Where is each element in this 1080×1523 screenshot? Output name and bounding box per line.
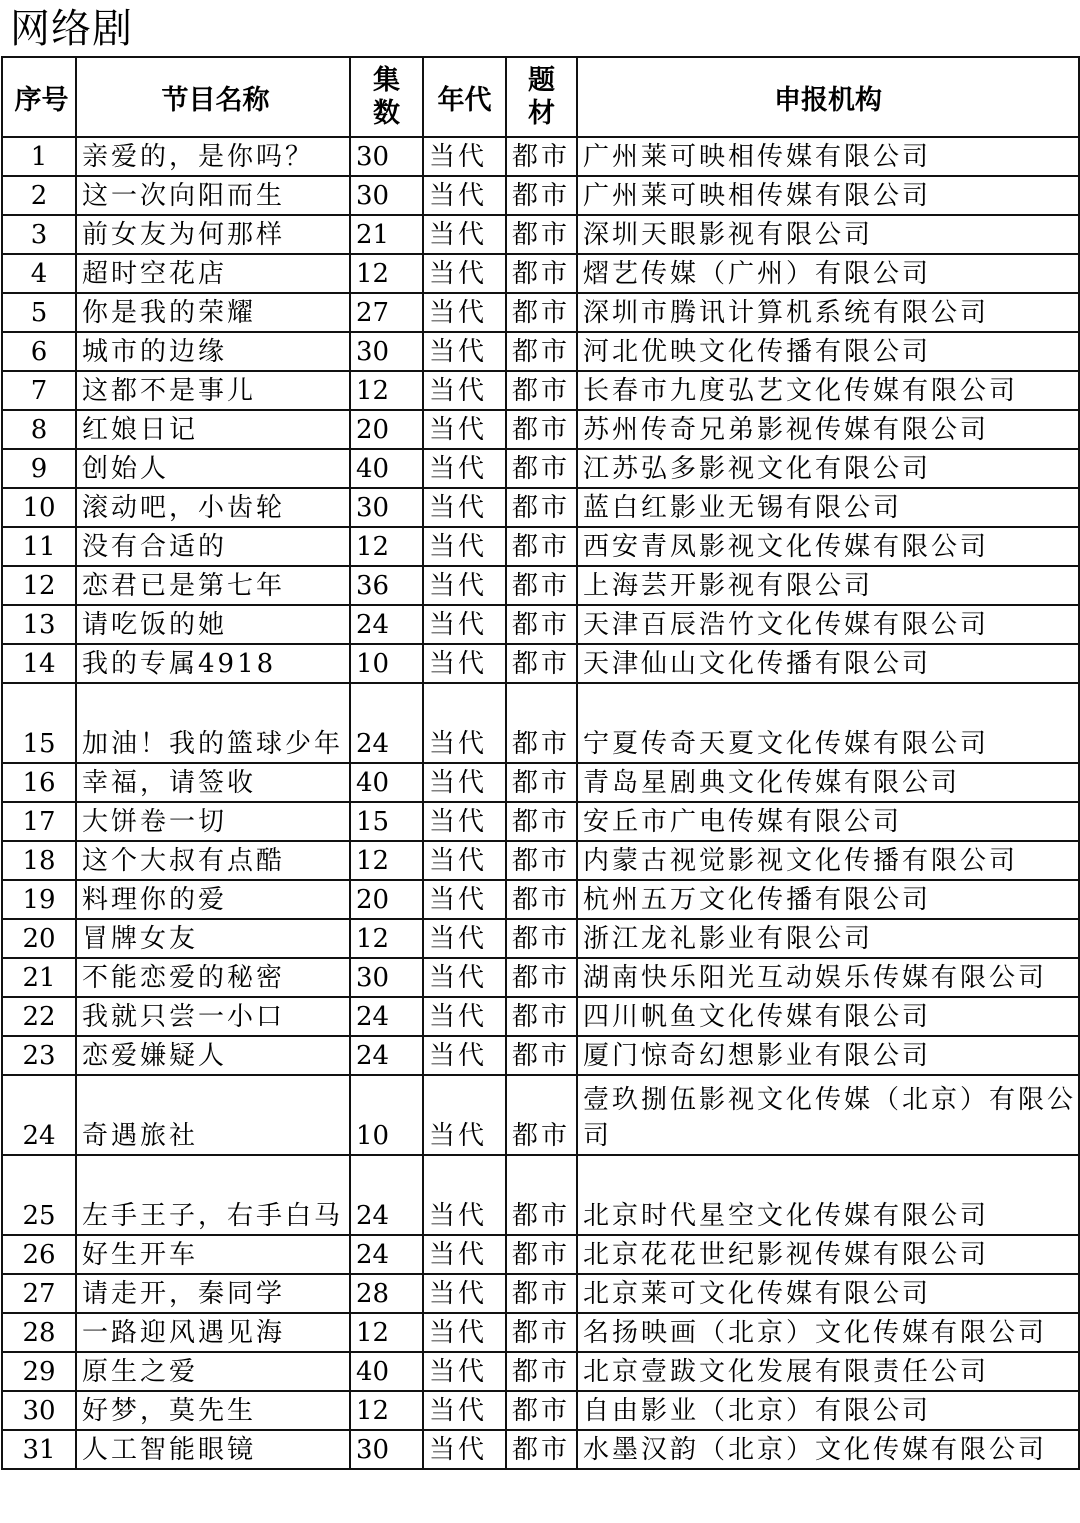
cell-episodes: 15	[350, 802, 423, 841]
table-row	[2, 958, 1079, 997]
cell-no: 25	[2, 1155, 76, 1235]
cell-episodes: 30	[350, 176, 423, 215]
cell-name: 请走开，秦同学	[76, 1274, 350, 1313]
cell-no: 22	[2, 997, 76, 1036]
cell-genre: 都市	[506, 1075, 577, 1155]
table-row	[2, 1274, 1079, 1313]
cell-era: 当代	[423, 997, 506, 1036]
cell-era: 当代	[423, 137, 506, 176]
cell-no: 7	[2, 371, 76, 410]
cell-genre: 都市	[506, 293, 577, 332]
table-row	[2, 1352, 1079, 1391]
cell-era: 当代	[423, 1430, 506, 1469]
cell-name: 大饼卷一切	[76, 802, 350, 841]
cell-org: 熠艺传媒（广州）有限公司	[577, 254, 1079, 293]
table-row	[2, 449, 1079, 488]
cell-org: 广州莱可映相传媒有限公司	[577, 176, 1079, 215]
cell-no: 11	[2, 527, 76, 566]
table-row	[2, 332, 1079, 371]
table-row	[2, 763, 1079, 802]
table-row	[2, 1391, 1079, 1430]
cell-name: 恋君已是第七年	[76, 566, 350, 605]
cell-episodes: 30	[350, 137, 423, 176]
cell-no: 5	[2, 293, 76, 332]
table-row	[2, 1430, 1079, 1469]
cell-episodes: 24	[350, 1155, 423, 1235]
table-row	[2, 254, 1079, 293]
header-name: 节目名称	[76, 57, 350, 137]
cell-era: 当代	[423, 958, 506, 997]
cell-org: 苏州传奇兄弟影视传媒有限公司	[577, 410, 1079, 449]
cell-org: 江苏弘多影视文化有限公司	[577, 449, 1079, 488]
table-row	[2, 566, 1079, 605]
cell-org: 北京花花世纪影视传媒有限公司	[577, 1235, 1079, 1274]
cell-org: 名扬映画（北京）文化传媒有限公司	[577, 1313, 1079, 1352]
cell-name: 请吃饭的她	[76, 605, 350, 644]
cell-no: 30	[2, 1391, 76, 1430]
cell-genre: 都市	[506, 410, 577, 449]
cell-episodes: 24	[350, 997, 423, 1036]
cell-name: 这一次向阳而生	[76, 176, 350, 215]
cell-no: 21	[2, 958, 76, 997]
table-row	[2, 644, 1079, 683]
cell-name: 这都不是事儿	[76, 371, 350, 410]
cell-org: 深圳天眼影视有限公司	[577, 215, 1079, 254]
cell-episodes: 20	[350, 410, 423, 449]
drama-table	[1, 56, 1080, 1470]
cell-genre: 都市	[506, 1036, 577, 1075]
cell-episodes: 12	[350, 919, 423, 958]
cell-episodes: 30	[350, 332, 423, 371]
cell-org: 长春市九度弘艺文化传媒有限公司	[577, 371, 1079, 410]
cell-episodes: 12	[350, 527, 423, 566]
cell-org: 浙江龙礼影业有限公司	[577, 919, 1079, 958]
table-row	[2, 605, 1079, 644]
cell-no: 31	[2, 1430, 76, 1469]
cell-no: 26	[2, 1235, 76, 1274]
cell-era: 当代	[423, 1274, 506, 1313]
cell-genre: 都市	[506, 566, 577, 605]
cell-genre: 都市	[506, 605, 577, 644]
cell-episodes: 40	[350, 449, 423, 488]
cell-name: 超时空花店	[76, 254, 350, 293]
cell-era: 当代	[423, 1313, 506, 1352]
cell-no: 15	[2, 683, 76, 763]
cell-name: 人工智能眼镜	[76, 1430, 350, 1469]
cell-genre: 都市	[506, 997, 577, 1036]
cell-genre: 都市	[506, 1155, 577, 1235]
cell-name: 创始人	[76, 449, 350, 488]
cell-name: 奇遇旅社	[76, 1075, 350, 1155]
cell-name: 一路迎风遇见海	[76, 1313, 350, 1352]
cell-org: 杭州五万文化传播有限公司	[577, 880, 1079, 919]
cell-episodes: 12	[350, 841, 423, 880]
cell-genre: 都市	[506, 137, 577, 176]
cell-name: 原生之爱	[76, 1352, 350, 1391]
cell-episodes: 12	[350, 1313, 423, 1352]
cell-episodes: 10	[350, 644, 423, 683]
cell-no: 12	[2, 566, 76, 605]
cell-era: 当代	[423, 1352, 506, 1391]
cell-org: 自由影业（北京）有限公司	[577, 1391, 1079, 1430]
table-row	[2, 1036, 1079, 1075]
cell-episodes: 30	[350, 1430, 423, 1469]
cell-genre: 都市	[506, 1235, 577, 1274]
cell-genre: 都市	[506, 1313, 577, 1352]
table-row	[2, 1075, 1079, 1155]
cell-org: 西安青凤影视文化传媒有限公司	[577, 527, 1079, 566]
header-episodes-top: 集	[373, 65, 400, 96]
cell-org: 北京莱可文化传媒有限公司	[577, 1274, 1079, 1313]
cell-genre: 都市	[506, 1352, 577, 1391]
cell-era: 当代	[423, 605, 506, 644]
cell-episodes: 27	[350, 293, 423, 332]
table-body	[2, 137, 1079, 1469]
cell-org: 湖南快乐阳光互动娱乐传媒有限公司	[577, 958, 1079, 997]
cell-no: 23	[2, 1036, 76, 1075]
cell-name: 恋爱嫌疑人	[76, 1036, 350, 1075]
cell-era: 当代	[423, 802, 506, 841]
cell-era: 当代	[423, 488, 506, 527]
cell-era: 当代	[423, 1075, 506, 1155]
cell-episodes: 24	[350, 1036, 423, 1075]
cell-org: 宁夏传奇天夏文化传媒有限公司	[577, 683, 1079, 763]
cell-no: 3	[2, 215, 76, 254]
cell-episodes: 12	[350, 371, 423, 410]
cell-era: 当代	[423, 919, 506, 958]
cell-era: 当代	[423, 176, 506, 215]
cell-era: 当代	[423, 644, 506, 683]
cell-era: 当代	[423, 527, 506, 566]
cell-era: 当代	[423, 880, 506, 919]
cell-org: 深圳市腾讯计算机系统有限公司	[577, 293, 1079, 332]
cell-genre: 都市	[506, 919, 577, 958]
cell-name: 亲爱的，是你吗？	[76, 137, 350, 176]
cell-org: 安丘市广电传媒有限公司	[577, 802, 1079, 841]
cell-name: 你是我的荣耀	[76, 293, 350, 332]
cell-no: 28	[2, 1313, 76, 1352]
table-row	[2, 1155, 1079, 1235]
cell-name: 红娘日记	[76, 410, 350, 449]
cell-org: 天津仙山文化传播有限公司	[577, 644, 1079, 683]
cell-name: 不能恋爱的秘密	[76, 958, 350, 997]
cell-episodes: 24	[350, 1235, 423, 1274]
cell-genre: 都市	[506, 332, 577, 371]
header-genre	[506, 57, 577, 137]
header-era: 年代	[423, 57, 506, 137]
table-row	[2, 683, 1079, 763]
cell-no: 24	[2, 1075, 76, 1155]
cell-org: 北京壹跋文化发展有限责任公司	[577, 1352, 1079, 1391]
cell-name: 滚动吧，小齿轮	[76, 488, 350, 527]
cell-no: 20	[2, 919, 76, 958]
cell-era: 当代	[423, 1036, 506, 1075]
cell-genre: 都市	[506, 527, 577, 566]
cell-era: 当代	[423, 215, 506, 254]
header-episodes	[350, 57, 423, 137]
cell-name: 我就只尝一小口	[76, 997, 350, 1036]
cell-org: 青岛星剧典文化传媒有限公司	[577, 763, 1079, 802]
header-org: 申报机构	[577, 57, 1079, 137]
cell-org: 天津百辰浩竹文化传媒有限公司	[577, 605, 1079, 644]
cell-no: 8	[2, 410, 76, 449]
cell-genre: 都市	[506, 176, 577, 215]
cell-genre: 都市	[506, 644, 577, 683]
cell-episodes: 20	[350, 880, 423, 919]
cell-no: 10	[2, 488, 76, 527]
table-row	[2, 176, 1079, 215]
cell-era: 当代	[423, 410, 506, 449]
table-row	[2, 1235, 1079, 1274]
header-genre-top: 题	[528, 65, 555, 96]
cell-org: 北京时代星空文化传媒有限公司	[577, 1155, 1079, 1235]
cell-genre: 都市	[506, 371, 577, 410]
cell-no: 27	[2, 1274, 76, 1313]
cell-no: 29	[2, 1352, 76, 1391]
header-episodes-bottom: 数	[373, 98, 400, 129]
table-header-row	[2, 57, 1079, 137]
cell-era: 当代	[423, 371, 506, 410]
cell-genre: 都市	[506, 1391, 577, 1430]
cell-era: 当代	[423, 1235, 506, 1274]
cell-no: 18	[2, 841, 76, 880]
cell-episodes: 24	[350, 605, 423, 644]
cell-era: 当代	[423, 566, 506, 605]
cell-org: 河北优映文化传播有限公司	[577, 332, 1079, 371]
cell-no: 14	[2, 644, 76, 683]
cell-genre: 都市	[506, 254, 577, 293]
cell-genre: 都市	[506, 683, 577, 763]
cell-no: 17	[2, 802, 76, 841]
page-title: 网络剧	[10, 6, 133, 52]
cell-no: 9	[2, 449, 76, 488]
table-row	[2, 841, 1079, 880]
cell-genre: 都市	[506, 488, 577, 527]
cell-org: 四川帆鱼文化传媒有限公司	[577, 997, 1079, 1036]
cell-genre: 都市	[506, 215, 577, 254]
cell-name: 这个大叔有点酷	[76, 841, 350, 880]
header-genre-bottom: 材	[528, 98, 555, 129]
cell-era: 当代	[423, 683, 506, 763]
table-row	[2, 802, 1079, 841]
table-row	[2, 527, 1079, 566]
table-row	[2, 880, 1079, 919]
cell-episodes: 12	[350, 1391, 423, 1430]
table-row	[2, 919, 1079, 958]
cell-no: 2	[2, 176, 76, 215]
cell-genre: 都市	[506, 880, 577, 919]
cell-name: 左手王子，右手白马	[76, 1155, 350, 1235]
table-row	[2, 997, 1079, 1036]
cell-no: 13	[2, 605, 76, 644]
cell-episodes: 10	[350, 1075, 423, 1155]
cell-org: 壹玖捌伍影视文化传媒（北京）有限公司	[577, 1075, 1079, 1155]
cell-name: 前女友为何那样	[76, 215, 350, 254]
cell-era: 当代	[423, 763, 506, 802]
cell-genre: 都市	[506, 958, 577, 997]
cell-genre: 都市	[506, 449, 577, 488]
cell-genre: 都市	[506, 1430, 577, 1469]
cell-episodes: 40	[350, 763, 423, 802]
cell-name: 城市的边缘	[76, 332, 350, 371]
table-row	[2, 293, 1079, 332]
cell-era: 当代	[423, 1391, 506, 1430]
table-row	[2, 215, 1079, 254]
cell-genre: 都市	[506, 802, 577, 841]
cell-episodes: 12	[350, 254, 423, 293]
cell-era: 当代	[423, 449, 506, 488]
cell-name: 料理你的爱	[76, 880, 350, 919]
cell-episodes: 30	[350, 958, 423, 997]
cell-name: 冒牌女友	[76, 919, 350, 958]
cell-no: 6	[2, 332, 76, 371]
cell-org: 广州莱可映相传媒有限公司	[577, 137, 1079, 176]
table-row	[2, 410, 1079, 449]
table-row	[2, 137, 1079, 176]
cell-genre: 都市	[506, 763, 577, 802]
table-row	[2, 488, 1079, 527]
cell-episodes: 28	[350, 1274, 423, 1313]
table-row	[2, 371, 1079, 410]
cell-org: 蓝白红影业无锡有限公司	[577, 488, 1079, 527]
cell-episodes: 24	[350, 683, 423, 763]
cell-org: 厦门惊奇幻想影业有限公司	[577, 1036, 1079, 1075]
cell-no: 1	[2, 137, 76, 176]
cell-org: 上海芸开影视有限公司	[577, 566, 1079, 605]
cell-genre: 都市	[506, 841, 577, 880]
cell-era: 当代	[423, 841, 506, 880]
cell-no: 16	[2, 763, 76, 802]
cell-no: 19	[2, 880, 76, 919]
cell-era: 当代	[423, 254, 506, 293]
cell-org: 水墨汉韵（北京）文化传媒有限公司	[577, 1430, 1079, 1469]
header-no: 序号	[2, 57, 76, 137]
cell-era: 当代	[423, 332, 506, 371]
cell-name: 加油！我的篮球少年	[76, 683, 350, 763]
cell-episodes: 30	[350, 488, 423, 527]
table-row	[2, 1313, 1079, 1352]
cell-name: 没有合适的	[76, 527, 350, 566]
cell-episodes: 21	[350, 215, 423, 254]
cell-genre: 都市	[506, 1274, 577, 1313]
cell-name: 好梦，莫先生	[76, 1391, 350, 1430]
cell-no: 4	[2, 254, 76, 293]
cell-name: 幸福，请签收	[76, 763, 350, 802]
cell-name: 好生开车	[76, 1235, 350, 1274]
cell-era: 当代	[423, 1155, 506, 1235]
cell-episodes: 36	[350, 566, 423, 605]
cell-org: 内蒙古视觉影视文化传播有限公司	[577, 841, 1079, 880]
cell-episodes: 40	[350, 1352, 423, 1391]
cell-era: 当代	[423, 293, 506, 332]
cell-name: 我的专属4918	[76, 644, 350, 683]
